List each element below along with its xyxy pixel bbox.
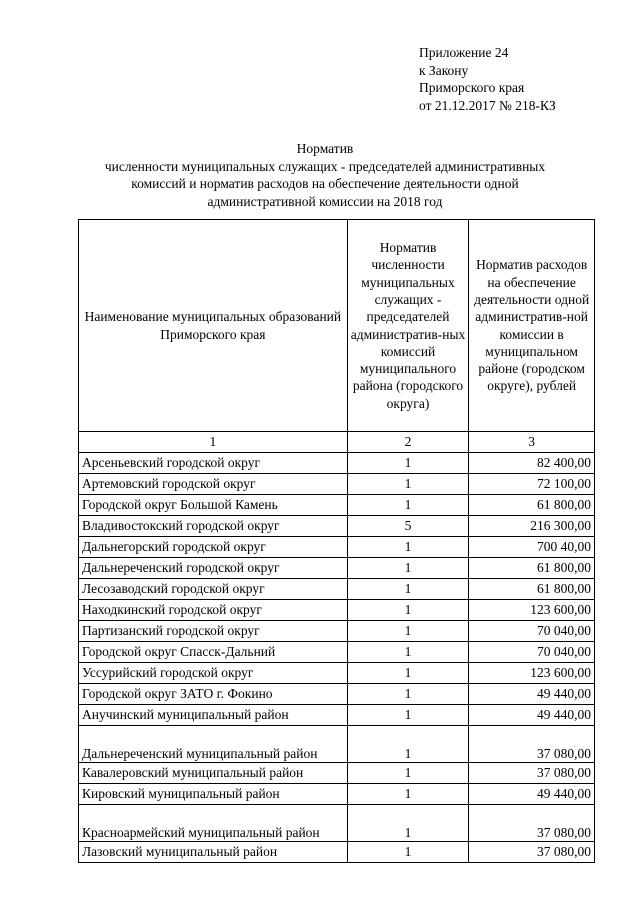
staff-count: 1	[347, 763, 469, 784]
expense-amount: 37 080,00	[469, 763, 595, 784]
expense-amount: 37 080,00	[469, 842, 595, 863]
municipality-name: Лесозаводский городской округ	[79, 579, 348, 600]
municipality-name: Находкинский городской округ	[79, 600, 348, 621]
municipality-name: Дальнегорский городской округ	[79, 537, 348, 558]
appendix-line: к Закону	[419, 62, 469, 78]
table-row	[79, 805, 595, 842]
header-municipality-name: Наименование муниципальных образований Приморского края	[79, 220, 348, 432]
table-row	[79, 579, 595, 600]
expense-amount: 70 040,00	[469, 642, 595, 663]
column-number-row	[79, 432, 595, 453]
municipality-name: Кавалеровский муниципальный район	[79, 763, 348, 784]
table-row	[79, 558, 595, 579]
expense-amount: 49 440,00	[469, 784, 595, 805]
staff-count: 1	[347, 495, 469, 516]
expense-amount: 72 100,00	[469, 474, 595, 495]
municipality-name: Дальнереченский муниципальный район	[79, 726, 348, 763]
expense-amount: 123 600,00	[469, 600, 595, 621]
table-header-row	[79, 220, 595, 432]
staff-count: 5	[347, 516, 469, 537]
staff-count: 1	[347, 705, 469, 726]
table-row	[79, 537, 595, 558]
expense-amount: 216 300,00	[469, 516, 595, 537]
table-row	[79, 784, 595, 805]
column-number: 1	[79, 432, 348, 453]
staff-count: 1	[347, 621, 469, 642]
table-row	[79, 642, 595, 663]
staff-count: 1	[347, 558, 469, 579]
municipality-name: Артемовский городской округ	[79, 474, 348, 495]
municipality-name: Арсеньевский городской округ	[79, 453, 348, 474]
municipality-name: Лазовский муниципальный район	[79, 842, 348, 863]
column-number: 2	[347, 432, 469, 453]
column-number: 3	[469, 432, 595, 453]
header-staff-norm: Норматив численности муниципальных служащих - председателей административ-ных комиссий муниципального района (городского округа)	[347, 220, 469, 432]
title-line: численности муниципальных служащих - председателей административных	[104, 158, 546, 174]
municipality-name: Городской округ Большой Камень	[79, 495, 348, 516]
header-expense-norm: Норматив расходов на обеспечение деятельности одной административ-ной комиссии в муниципальном районе (городском округе), рублей	[469, 220, 595, 432]
municipality-name: Партизанский городской округ	[79, 621, 348, 642]
staff-count: 1	[347, 726, 469, 763]
expense-amount: 82 400,00	[469, 453, 595, 474]
staff-count: 1	[347, 579, 469, 600]
staff-count: 1	[347, 537, 469, 558]
expense-amount: 61 800,00	[469, 495, 595, 516]
expense-amount: 37 080,00	[469, 726, 595, 763]
document-title	[60, 140, 590, 210]
expense-amount: 123 600,00	[469, 663, 595, 684]
municipality-name: Дальнереченский городской округ	[79, 558, 348, 579]
expense-amount: 61 800,00	[469, 558, 595, 579]
expense-amount: 700 40,00	[469, 537, 595, 558]
table-body	[79, 453, 595, 863]
staff-count: 1	[347, 663, 469, 684]
staff-count: 1	[347, 453, 469, 474]
municipality-name: Уссурийский городской округ	[79, 663, 348, 684]
table-row	[79, 474, 595, 495]
table-row	[79, 763, 595, 784]
staff-count: 1	[347, 805, 469, 842]
municipality-name: Кировский муниципальный район	[79, 784, 348, 805]
municipality-name: Городской округ Спасск-Дальний	[79, 642, 348, 663]
table-row	[79, 600, 595, 621]
appendix-reference	[419, 44, 556, 114]
staff-count: 1	[347, 642, 469, 663]
staff-count: 1	[347, 474, 469, 495]
title-line: административной комиссии на 2018 год	[207, 193, 443, 209]
expense-amount: 49 440,00	[469, 684, 595, 705]
table-row	[79, 684, 595, 705]
table-row	[79, 663, 595, 684]
appendix-line: Приморского края	[419, 80, 525, 95]
table-row	[79, 842, 595, 863]
table-row	[79, 705, 595, 726]
table-row	[79, 495, 595, 516]
municipality-name: Владивостокский городской округ	[79, 516, 348, 537]
table-row	[79, 726, 595, 763]
staff-count: 1	[347, 600, 469, 621]
table-row	[79, 621, 595, 642]
table-row	[79, 516, 595, 537]
title-line: Норматив	[296, 141, 354, 156]
expense-amount: 37 080,00	[469, 805, 595, 842]
municipality-name: Городской округ ЗАТО г. Фокино	[79, 684, 348, 705]
municipality-name: Красноармейский муниципальный район	[79, 805, 348, 842]
expense-amount: 61 800,00	[469, 579, 595, 600]
appendix-line: от 21.12.2017 № 218-КЗ	[419, 97, 556, 113]
staff-count: 1	[347, 684, 469, 705]
staff-count: 1	[347, 842, 469, 863]
staff-count: 1	[347, 784, 469, 805]
expense-amount: 49 440,00	[469, 705, 595, 726]
title-line: комиссий и норматив расходов на обеспечение деятельности одной	[131, 176, 519, 191]
appendix-line: Приложение 24	[419, 45, 509, 60]
municipality-name: Анучинский муниципальный район	[79, 705, 348, 726]
table-row	[79, 453, 595, 474]
expense-amount: 70 040,00	[469, 621, 595, 642]
norms-table	[78, 219, 595, 863]
